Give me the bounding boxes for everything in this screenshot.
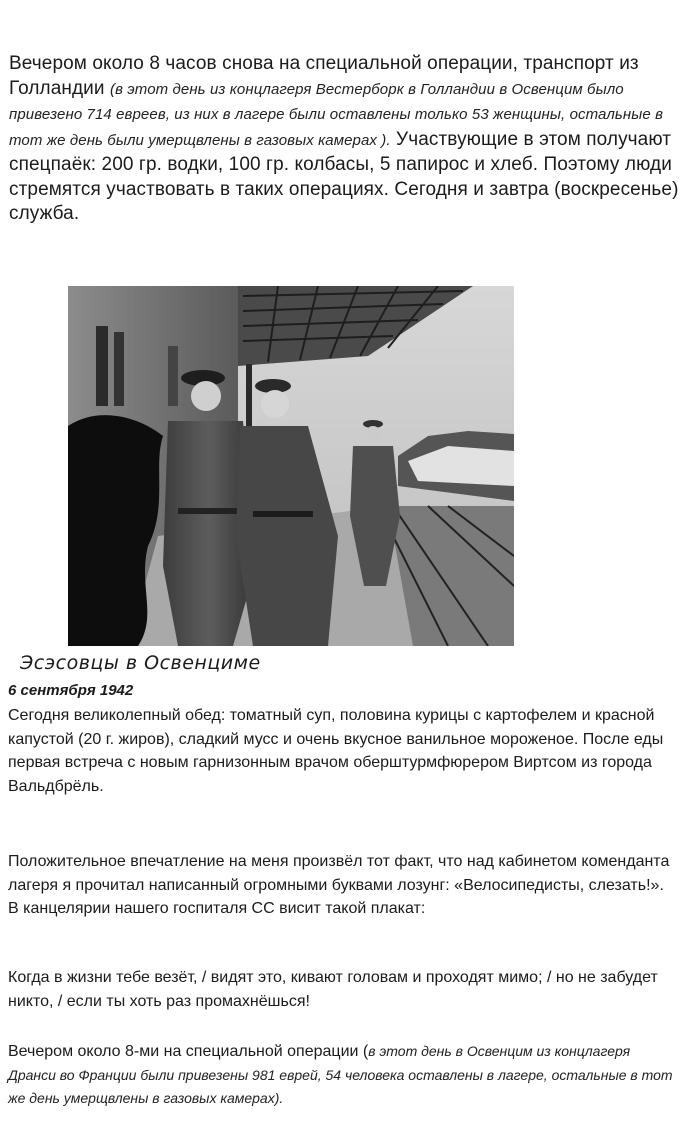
last-paragraph-note: в этот день в Освенцим из концлагеря Дранси во Франции были привезены 981 еврей, 54 человека оставлены в лагере, остальные в тот же день умерщвлены в газовых камерах). bbox=[8, 1043, 673, 1106]
paragraph-last bbox=[8, 1040, 678, 1111]
top-paragraph-note: (в этот день из концлагеря Вестерборк в Голландии в Освенцим было привезено 714 евреев, из них в лагере были оставлены только 53 женщины, остальные в тот же день были умерщвлены в газовых камерах ). bbox=[9, 80, 664, 149]
entry-date: 6 сентября 1942 bbox=[8, 682, 134, 699]
paragraph-poem: Когда в жизни тебе везёт, / видят это, кивают головам и проходят мимо; / но не забудет никто, / если ты хоть раз промахнёшься! bbox=[8, 969, 658, 1010]
paragraph-impression: Положительное впечатление на меня произвёл тот факт, что над кабинетом коменданта лагеря я прочитал написанный огромными буквами лозунг: «Велосипедисты, слезать!». В канцелярии нашего госпиталя СС висит такой плакат: bbox=[8, 853, 670, 917]
top-paragraph-text-after: Участвующие в этом получают спецпаёк: 200 гр. водки, 100 гр. колбасы, 5 папирос и хлеб. Поэтому люди стремятся участвовать в таких операциях. Сегодня и завтра (воскресенье) служба. bbox=[9, 128, 679, 224]
photo-caption: Эсэсовцы в Освенциме bbox=[20, 652, 261, 674]
paragraph-lunch: Сегодня великолепный обед: томатный суп, половина курицы с картофелем и красной капустой (20 г. жиров), сладкий мусс и очень вкусное ванильное мороженое. После еды первая встреча с новым гарнизонным врачом оберштурмфюрером Виртсом из города Вальдбрёль. bbox=[8, 707, 664, 795]
top-paragraph bbox=[9, 52, 679, 227]
last-paragraph-text: Вечером около 8-ми на специальной операции ( bbox=[8, 1043, 369, 1060]
historical-photo bbox=[68, 286, 514, 646]
top-paragraph-text-before: Вечером около 8 часов снова на специальной операции, транспорт из Голландии bbox=[9, 53, 639, 99]
